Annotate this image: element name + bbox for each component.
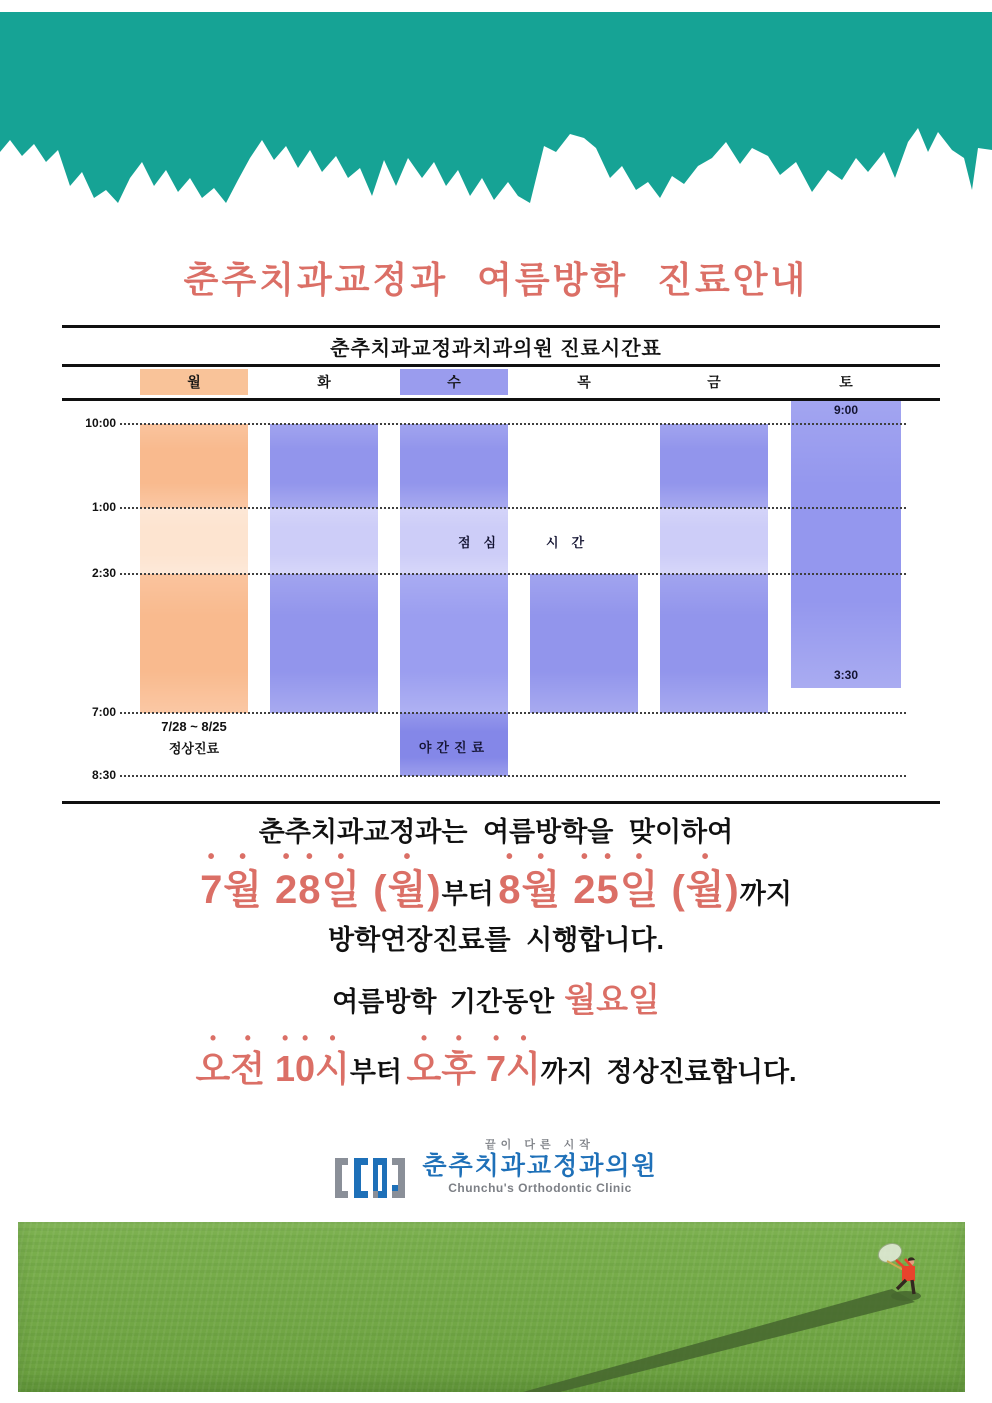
time-label-1:00: 1:00 [91, 500, 116, 514]
schedule-bar-mon-seg2 [140, 574, 248, 713]
schedule-bar-thu-seg0 [530, 574, 638, 713]
date-start: 7월 28일 (월) [200, 868, 442, 912]
schedule-bar-fri-seg0 [660, 424, 768, 508]
gridline-10:00 [120, 423, 906, 425]
date-suffix: 까지 [739, 879, 792, 909]
sat-open-label: 9:00 [833, 403, 859, 417]
lunch-label-left: 점심 [458, 535, 510, 550]
table-border-mid1 [62, 364, 940, 367]
day-header-tue: 화 [317, 374, 331, 390]
open-time: 오전 10시 [195, 1048, 350, 1089]
clinic-logo-icon [334, 1154, 410, 1202]
gridline-2:30 [120, 573, 906, 575]
clinic-logo [0, 1136, 992, 1202]
message-line-4 [0, 974, 992, 1021]
message-line-5 [0, 1028, 992, 1092]
gridline-8:30 [120, 775, 906, 777]
time-label-8:30: 8:30 [91, 768, 116, 782]
logo-subname: Chunchu's Orthodontic Clinic [448, 1180, 632, 1195]
date-end: 8월 25일 (월) [498, 868, 740, 912]
day-header-sat: 토 [839, 374, 853, 390]
gridline-7:00 [120, 712, 906, 714]
sat-close-label: 3:30 [833, 668, 859, 682]
monday-highlight: 월요일 [564, 981, 660, 1018]
date-connector: 부터 [441, 879, 494, 909]
time-label-10:00: 10:00 [85, 416, 116, 430]
schedule-bar-tue-seg2 [270, 574, 378, 713]
logo-tagline: 끝이 다른 시작 [485, 1139, 595, 1151]
schedule-bar-fri-seg2 [660, 574, 768, 713]
day-header-wed: 수 [400, 369, 508, 395]
schedule-bar-tue-seg1 [270, 508, 378, 574]
schedule-bar-mon-seg0 [140, 424, 248, 508]
timetable-title: 춘추치과교정과치과의원 진료시간표 [330, 338, 662, 360]
wed-night-care-label: 야간진료 [418, 740, 490, 755]
table-border-bottom [62, 801, 940, 804]
schedule-bar-sat-seg0 [791, 398, 901, 688]
message-line-1: 춘추치과교정과는 여름방학을 맞이하여 [258, 817, 734, 847]
logo-name: 춘추치과교정과의원 [422, 1152, 658, 1180]
message-line-3: 방학연장진료를 시행합니다. [328, 925, 664, 955]
day-header-thu: 목 [577, 374, 591, 390]
schedule-bar-tue-seg0 [270, 424, 378, 508]
lunch-label-right: 시간 [546, 535, 598, 550]
time-suffix: 까지 정상진료합니다. [540, 1057, 797, 1087]
day-header-mon: 월 [140, 369, 248, 395]
schedule-bar-wed-seg0 [400, 424, 508, 508]
schedule-bar-mon-seg1 [140, 508, 248, 574]
day-header-fri: 금 [707, 374, 721, 390]
gridline-1:00 [120, 507, 906, 509]
message-line-2 [0, 846, 992, 915]
close-time: 오후 7시 [406, 1048, 541, 1089]
poster-title: 춘추치과교정과 여름방학 진료안내 [183, 259, 809, 300]
time-connector: 부터 [349, 1057, 402, 1087]
mon-period-note: 7/28 ~ 8/25 [161, 719, 227, 734]
table-border-mid2 [62, 398, 940, 401]
time-label-7:00: 7:00 [91, 705, 116, 719]
schedule-bar-fri-seg1 [660, 508, 768, 574]
period-text: 여름방학 기간동안 [332, 987, 555, 1017]
table-border-top [62, 325, 940, 328]
mon-normal-care-note: 정상진료 [168, 741, 220, 756]
time-label-2:30: 2:30 [91, 566, 116, 580]
schedule-bar-wed-seg2 [400, 574, 508, 713]
